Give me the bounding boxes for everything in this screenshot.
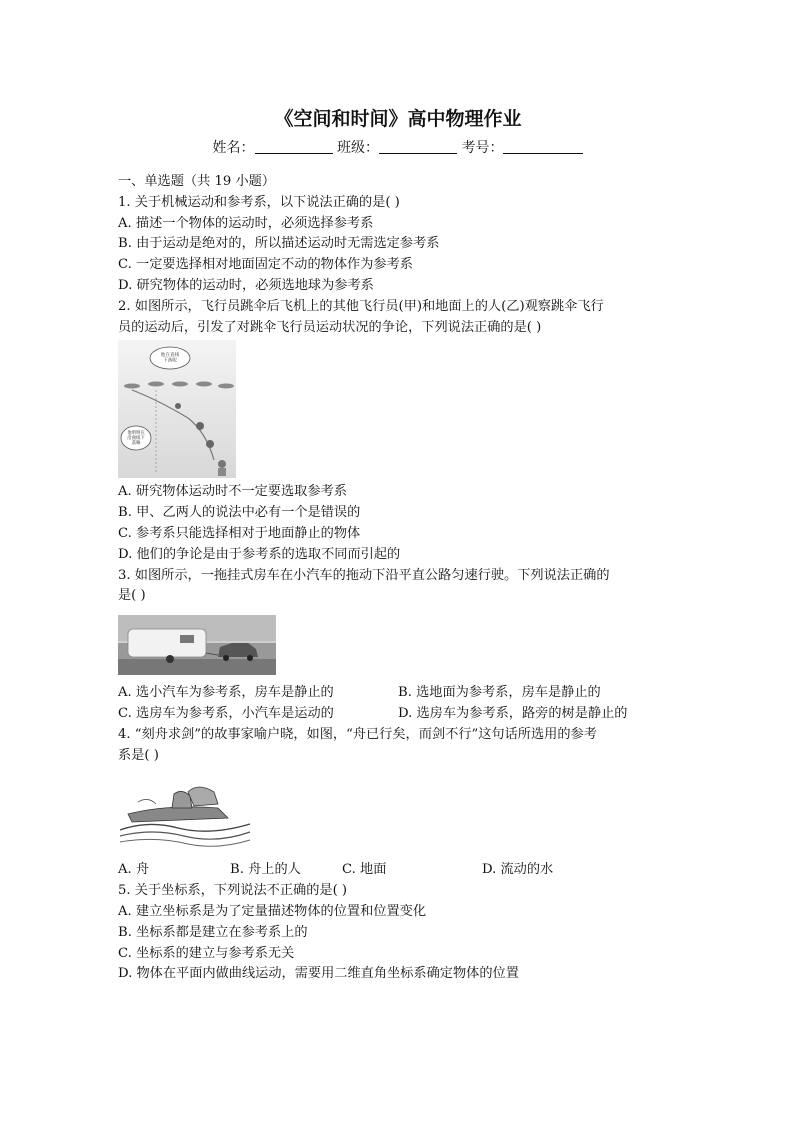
option-a: A. 建立坐标系是为了定量描述物体的位置和位置变化 bbox=[118, 903, 427, 919]
question-4 bbox=[118, 725, 678, 881]
section-heading: 一、单选题（共 19 小题） bbox=[118, 174, 276, 189]
question-stem: 1. 关于机械运动和参考系，以下说法正确的是( ) bbox=[118, 194, 400, 210]
boat-sword-figure bbox=[118, 774, 252, 852]
option-a: A. 研究物体运动时不一定要选取参考系 bbox=[118, 484, 347, 500]
question-3 bbox=[118, 566, 678, 725]
options-row-2 bbox=[118, 704, 678, 725]
options-row bbox=[118, 860, 678, 881]
option-b: B. 甲、乙两人的说法中必有一个是错误的 bbox=[118, 505, 361, 521]
page-title: 《空间和时间》高中物理作业 bbox=[274, 108, 522, 130]
option-d: D. 流动的水 bbox=[482, 862, 554, 878]
name-blank[interactable] bbox=[255, 139, 333, 154]
option-c: C. 坐标系的建立与参考系无关 bbox=[118, 945, 295, 961]
parachute-figure bbox=[118, 340, 236, 478]
student-info-row bbox=[118, 134, 678, 162]
option-b: B. 坐标系都是建立在参考系上的 bbox=[118, 924, 308, 940]
option-a: A. 选小汽车为参考系，房车是静止的 bbox=[118, 685, 334, 701]
question-stem-line-1: 4. “刻舟求剑”的故事家喻户晓，如图，“舟已行矣，而剑不行”这句话所选用的参考 bbox=[118, 726, 597, 742]
option-d: D. 选房车为参考系，路旁的树是静止的 bbox=[398, 705, 628, 721]
option-d: D. 物体在平面内做曲线运动，需要用二维直角坐标系确定物体的位置 bbox=[118, 966, 519, 982]
option-d: D. 研究物体的运动时，必须选地球为参考系 bbox=[118, 277, 374, 293]
option-c: C. 参考系只能选择相对于地面静止的物体 bbox=[118, 525, 361, 541]
bubble-text-2: 他明明在沿曲线下落嘛 bbox=[127, 431, 145, 447]
id-label: 考号： bbox=[461, 140, 504, 156]
question-2 bbox=[118, 297, 678, 566]
name-label: 姓名： bbox=[212, 140, 255, 156]
option-c: C. 地面 bbox=[342, 862, 387, 878]
bubble-text-1: 他在直线下落呢 bbox=[160, 353, 180, 364]
option-d: D. 他们的争论是由于参考系的选取不同而引起的 bbox=[118, 546, 401, 562]
option-b: B. 舟上的人 bbox=[230, 862, 301, 878]
option-c: C. 选房车为参考系，小汽车是运动的 bbox=[118, 705, 334, 721]
question-stem-line-2: 是( ) bbox=[118, 588, 146, 604]
caravan-figure bbox=[118, 615, 276, 675]
question-1 bbox=[118, 193, 678, 297]
question-stem-line-2: 员的运动后，引发了对跳伞飞行员运动状况的争论，下列说法正确的是( ) bbox=[118, 319, 542, 335]
question-stem-line-1: 3. 如图所示，一拖挂式房车在小汽车的拖动下沿平直公路匀速行驶。下列说法正确的 bbox=[118, 567, 610, 583]
option-a: A. 描述一个物体的运动时，必须选择参考系 bbox=[118, 215, 374, 231]
option-b: B. 由于运动是绝对的，所以描述运动时无需选定参考系 bbox=[118, 236, 440, 252]
option-b: B. 选地面为参考系，房车是静止的 bbox=[398, 685, 601, 701]
worksheet-page bbox=[118, 104, 678, 985]
question-stem-line-1: 2. 如图所示，飞行员跳伞后飞机上的其他飞行员(甲)和地面上的人(乙)观察跳伞飞行 bbox=[118, 298, 604, 314]
question-5 bbox=[118, 881, 678, 985]
id-blank[interactable] bbox=[503, 139, 583, 154]
question-stem-line-2: 系是( ) bbox=[118, 747, 159, 763]
option-a: A. 舟 bbox=[118, 862, 150, 878]
class-label: 班级： bbox=[337, 140, 379, 156]
class-blank[interactable] bbox=[379, 139, 457, 154]
option-c: C. 一定要选择相对地面固定不动的物体作为参考系 bbox=[118, 257, 413, 273]
question-stem: 5. 关于坐标系，下列说法不正确的是( ) bbox=[118, 883, 348, 899]
options-row-1 bbox=[118, 683, 678, 704]
